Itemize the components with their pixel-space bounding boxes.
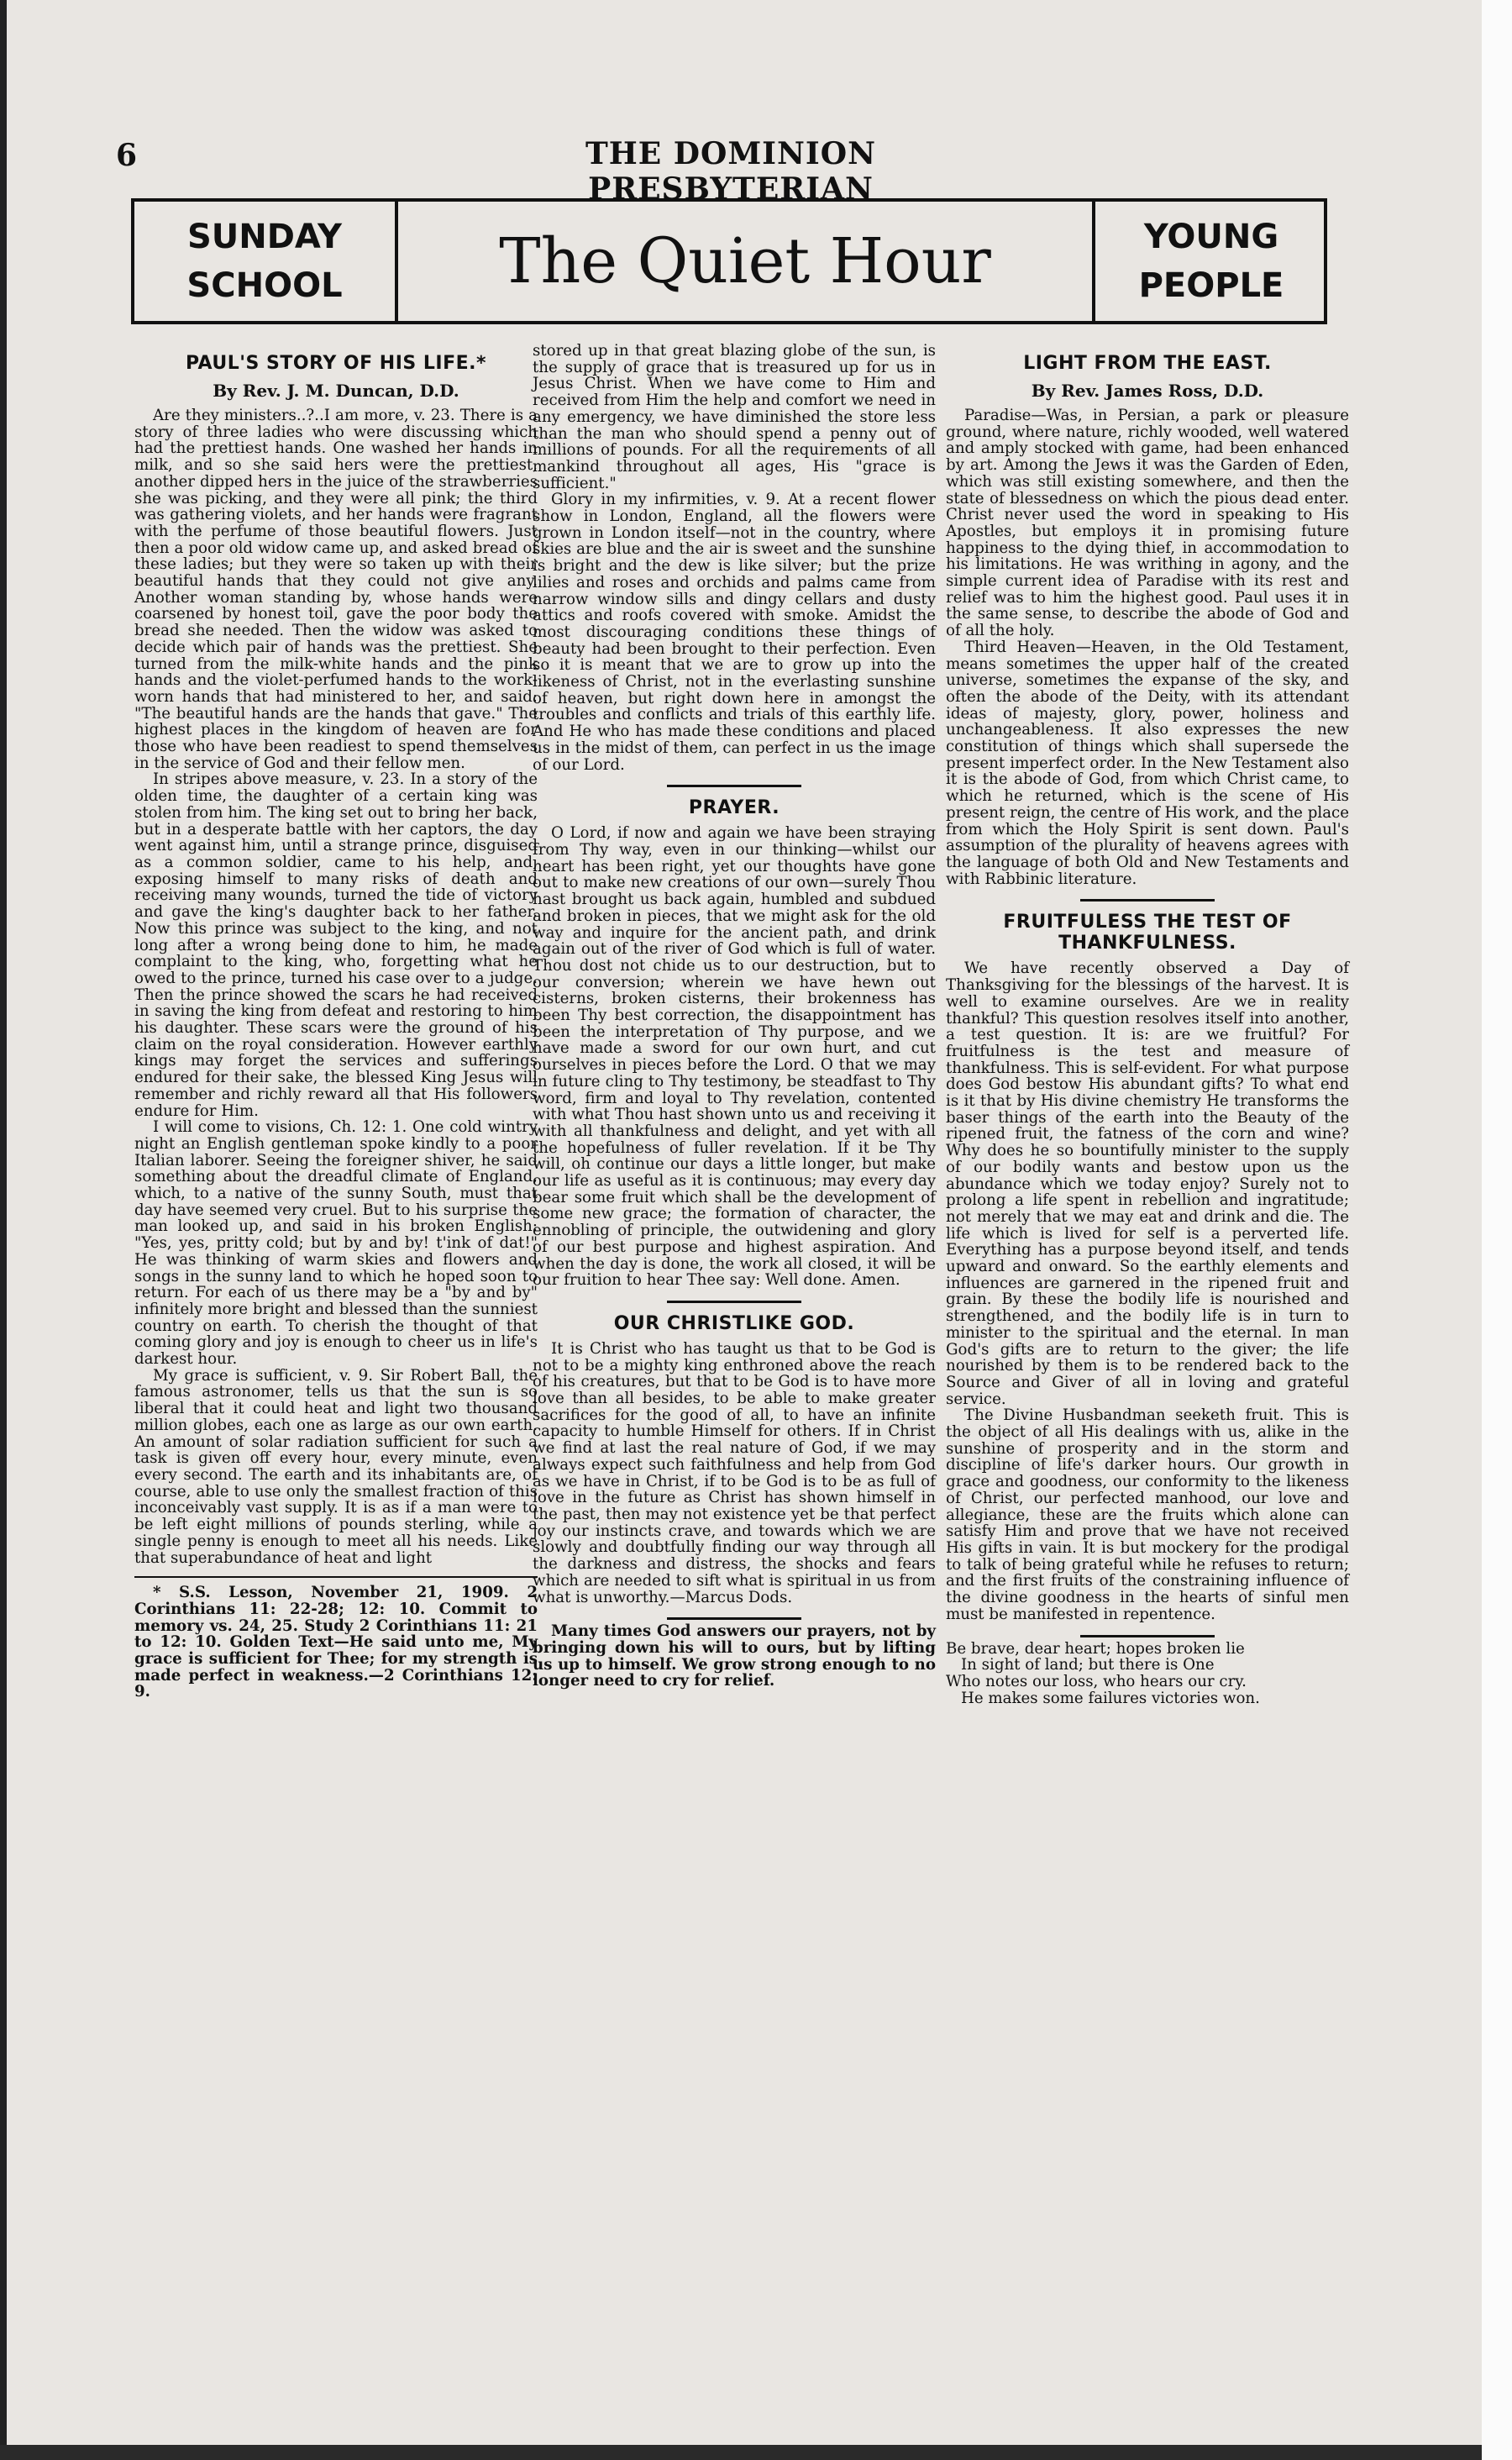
article-paragraph: We have recently observed a Day of Thanksgiving for the blessings of the harvest. It is well to examine ourselves. Are we in reality thankful? This question resolves itself into another, a test question. It is: are we fruitful? For fruitfulness is the test and measure of thankfulness. This is self-evident. For what purpose does God bestow His abundant gifts? To what end is it that by His divine chemistry He transforms the baser things of the earth into the Beauty of the ripened fruit, the fatness of the corn and wine? Why does he so bountifully minister to the supply of our bodily wants and bestow upon us the abundance which we today enjoy? Surely not to prolong a life spent in rebellion and ingratitude; not merely that we may eat and drink and die. The life which is lived for self is a perverted life. Everything has a purpose beyond itself, and tends upward and onward. So the earthly elements and influences are garnered in the ripened fruit and grain. By these the bodily life is nourished and strengthened, and the bodily life is in turn to minister to the spiritual and the eternal. In man God's gifts are to return to the giver; the life nourished by them is to be rendered back to the Source and Giver of all in loving and grateful service. [946, 959, 1349, 1408]
christlike-text: It is Christ who has taught us that to be God is not to be a mighty king enthroned above the reach of his creatures, but that to be God is to have more love than all besides, to be able to make greater sacrifices for the good of all, to have an infinite capacity to humble Himself for others. If in Christ we find at last the real nature of God, if we may always expect such faithfulness and help from God as we have in Christ, if to be God is to be as full of love in the future as Christ has shown himself in the past, then may not existence yet be that perfect joy our instincts crave, and towards which we are slowly and doubtfully finding our way through all the darkness and distress, the shocks and fears which are needed to sift what is spiritual in us from what is unworthy.—Marcus Dods. [533, 1339, 936, 1606]
divider [667, 1617, 801, 1620]
section-title: The Quiet Hour [499, 225, 991, 297]
article-byline: By Rev. J. M. Duncan, D.D. [213, 381, 459, 401]
scan-edge-left [0, 0, 7, 2460]
light-byline: By Rev. James Ross, D.D. [1031, 381, 1264, 401]
poem-line: In sight of land; but there is One [961, 1656, 1215, 1674]
divider [667, 785, 801, 787]
article-paragraph: In stripes above measure, v. 23. In a story of the olden time, the daughter of a certain king was stolen from him. The king set out to bring her back, but in a desperate battle with her captors, the day went against him, until a strange prince, disguised as a common soldier, came to his help, and, exposing himself to many risks of death and receiving many wounds, turned the tide of victory and gave the king's daughter back to her father. Now this prince was subject to the king, and not long after a wrong being done to him, he made complaint to the king, who, forgetting what he owed to the prince, turned his case over to a judge. Then the prince showed the scars he had received in saving the king from defeat and restoring to him his daughter. These scars were the ground of his claim on the royal consideration. However earthly kings may forget the services and sufferings endured for their sake, the blessed King Jesus will remember and richly reward all that His followers endure for Him. [134, 770, 538, 1120]
footnote-text: * S.S. Lesson, November 21, 1909. 2 Corinthians 11: 22-28; 12: 10. Commit to memory vs. 24, 25. Study 2 Corinthians 11: 21 to 12: 10. Golden Text—He said unto me, My grace is sufficient for Thee; for my strength is made perfect in weakness.—2 Corinthians 12: 9. [134, 1584, 538, 1701]
banner-right-panel [1092, 202, 1327, 321]
banner-left-panel [134, 202, 398, 321]
poem-line: He makes some failures victories won. [961, 1689, 1260, 1707]
poem-line: Who notes our loss, who hears our cry. [946, 1672, 1247, 1690]
page-number: 6 [116, 138, 138, 173]
column-3 [946, 343, 1349, 1706]
banner-left-line2: SCHOOL [186, 266, 343, 305]
article-paragraph: My grace is sufficient, v. 9. Sir Robert Ball, the famous astronomer, tells us that the sun is so liberal that it could heat and light two thousand million globes, each one as large as our own earth. An amount of solar radiation sufficient for such a task is given off every hour, every minute, even every second. The earth and its inhabitants are, of course, able to use only the smallest fraction of this inconceivably vast supply. It is as if a man were to be left eight millions of pounds sterling, while a single penny is enough to meet all his needs. Like that superabundance of heat and light [134, 1366, 538, 1567]
banner-left-line1: SUNDAY [186, 218, 343, 256]
column-1 [134, 343, 538, 1700]
banner-title-panel [398, 202, 1092, 321]
scan-edge-bottom [0, 2445, 1482, 2460]
publication-title: THE DOMINION PRESBYTERIAN [585, 136, 877, 207]
fruitfulness-title: FRUITFULESS THE TEST OF THANKFULNESS. [1003, 912, 1292, 954]
poem-line: Be brave, dear heart; hopes broken lie [946, 1639, 1245, 1658]
lesson-footnote [134, 1576, 538, 1700]
prayer-title: PRAYER. [688, 797, 780, 819]
section-banner [131, 198, 1327, 324]
article-paragraph: Third Heaven—Heaven, in the Old Testament, means sometimes the upper half of the created universe, sometimes the expanse of the sky, and often the abode of the Deity, with its attendant ideas of majesty, glory, power, holiness and unchangeableness. It also expresses the new constitution of things which shall supersede the present imperfect order. In the New Testament also it is the abode of God, from which Christ came, to which he returned, which is the scene of His present reign, the centre of His work, and the place from which the Holy Spirit is sent down. Paul's assumption of the plurality of heavens agrees with the language of both Old and New Testaments and with Rabbinic literature. [946, 638, 1349, 888]
article-title: PAUL'S STORY OF HIS LIFE.* [185, 353, 487, 374]
banner-right-line2: PEOPLE [1138, 266, 1284, 305]
article-paragraph: Are they ministers..?..I am more, v. 23. There is a story of three ladies who were discussing which had the prettiest hands. One washed her hands in milk, and so she said hers were the prettiest, another dipped hers in the juice of the strawberries she was picking, and they were all pink; the third was gathering violets, and her hands were fragrant with the perfume of those beautiful flowers. Just then a poor old widow came up, and asked bread of these ladies; but they were so taken up with their beautiful hands that they could not give any. Another woman standing by, whose hands were coarsened by honest toil, gave the poor body the bread she needed. Then the widow was asked to decide which pair of hands was the prettiest. She turned from the milk-white hands and the pink hands and the violet-perfumed hands to the work-worn hands that had ministered to her, and said: "The beautiful hands are the hands that gave." The highest places in the kingdom of heaven are for those who have been readiest to spend themselves in the service of God and their fellow men. [134, 407, 538, 772]
christlike-title: OUR CHRISTLIKE GOD. [613, 1312, 855, 1334]
divider [1080, 1635, 1215, 1637]
article-paragraph: Glory in my infirmities, v. 9. At a recent flower show in London, England, all the flowers were grown in London itself—not in the country, where skies are blue and the air is sweet and the sunshine is bright and the dew is like silver; but the prize lilies and roses and orchids and palms came from narrow window sills and dingy cellars and dusty attics and roofs covered with smoke. Amidst the most discouraging conditions these things of beauty had been brought to their perfection. Even so it is meant that we are to grow up into the likeness of Christ, not in the everlasting sunshine of heaven, but right down here in amongst the troubles and conflicts and trials of this earthly life. And He who has made these conditions and placed us in the midst of them, can perfect in us the image of our Lord. [533, 491, 936, 774]
article-paragraph: I will come to visions, Ch. 12: 1. One cold wintry night an English gentleman spoke kindly to a poor Italian laborer. Seeing the foreigner shiver, he said something about the dreadful climate of England, which, to a native of the sunny South, must that day have seemed very cruel. But to his surprise the man looked up, and said in his broken English: "Yes, yes, pritty cold; but by and by! t'ink of dat!" He was thinking of warm skies and flowers and songs in the sunny land to which he hoped soon to return. For each of us there may be a "by and by" infinitely more bright and blessed than the sunniest country on earth. To cherish the thought of that coming glory and joy is enough to cheer us in life's darkest hour. [134, 1118, 538, 1369]
article-paragraph: Paradise—Was, in Persian, a park or pleasure ground, where nature, richly wooded, well watered and amply stocked with game, had been enhanced by art. Among the Jews it was the Garden of Eden, which was still existing somewhere, and then the state of blessedness on which the pious dead enter. Christ never used the word in speaking to His Apostles, but employs it in promising future happiness to the dying thief, in accommodation to his limitations. He was writhing in agony, and the simple current idea of Paradise with its rest and relief was to him the highest good. Paul uses it in the same sense, to describe the abode of God and of all the holy. [946, 407, 1349, 640]
closing-text: Many times God answers our prayers, not by bringing down his will to ours, but by lifting us up to himself. We grow strong enough to no longer need to cry for relief. [533, 1622, 936, 1690]
column-2 [533, 343, 936, 1690]
divider [1080, 899, 1215, 901]
article-paragraph: stored up in that great blazing globe of the sun, is the supply of grace that is treasured up for us in Jesus Christ. When we have come to Him and received from Him the help and comfort we need in any emergency, we have diminished the store less than the man who should spend a penny out of millions of pounds. For all the requirements of all mankind throughout all ages, His "grace is sufficient." [533, 342, 936, 492]
divider [667, 1301, 801, 1303]
article-paragraph: The Divine Husbandman seeketh fruit. This is the object of all His dealings with us, alike in the sunshine of prosperity and in the storm and discipline of life's darker hours. Our growth in grace and goodness, our conformity to the likeness of Christ, our perfected manhood, our love and allegiance, these are the fruits which alone can satisfy Him and prove that we have not received His gifts in vain. It is but mockery for the prodigal to talk of being grateful while he refuses to return; and the first fruits of the constraining influence of the divine goodness in the hearts of sinful men must be manifested in repentence. [946, 1406, 1349, 1623]
closing-poem [946, 1641, 1349, 1707]
scan-margin [1482, 0, 1512, 2460]
prayer-text: O Lord, if now and again we have been straying from Thy way, even in our thinking—whilst our heart has been right, yet our thoughts have gone out to make new creations of our own—surely Thou hast brought us back again, humbled and subdued and broken in pieces, that we might ask for the old way and inquire for the ancient path, and drink again out of the river of God which is full of water. Thou dost not chide us to our destruction, but to our conversion; wherein we have hewn out cisterns, broken cisterns, their brokenness has been Thy best correction, the disappointment has been the interpretation of Thy purpose, and we have made a sword for our own hurt, and cut ourselves in pieces before the Lord. O that we may in future cling to Thy testimony, be steadfast to Thy word, firm and loyal to Thy revelation, contented with what Thou hast shown unto us and receiving it with all thankfulness and delight, and yet with all the hopefulness of fuller revelation. If it be Thy will, oh continue our days a little longer, but make our life as useful as it is continuous; may every day bear some fruit which shall be the development of some new grace; the formation of character, the ennobling of principle, the outwidening and glory of our best purpose and highest aspiration. And when the day is done, the work all closed, it will be our fruition to hear Thee say: Well done. Amen. [533, 824, 936, 1290]
banner-right-line1: YOUNG [1143, 218, 1279, 256]
light-title: LIGHT FROM THE EAST. [1023, 353, 1272, 374]
